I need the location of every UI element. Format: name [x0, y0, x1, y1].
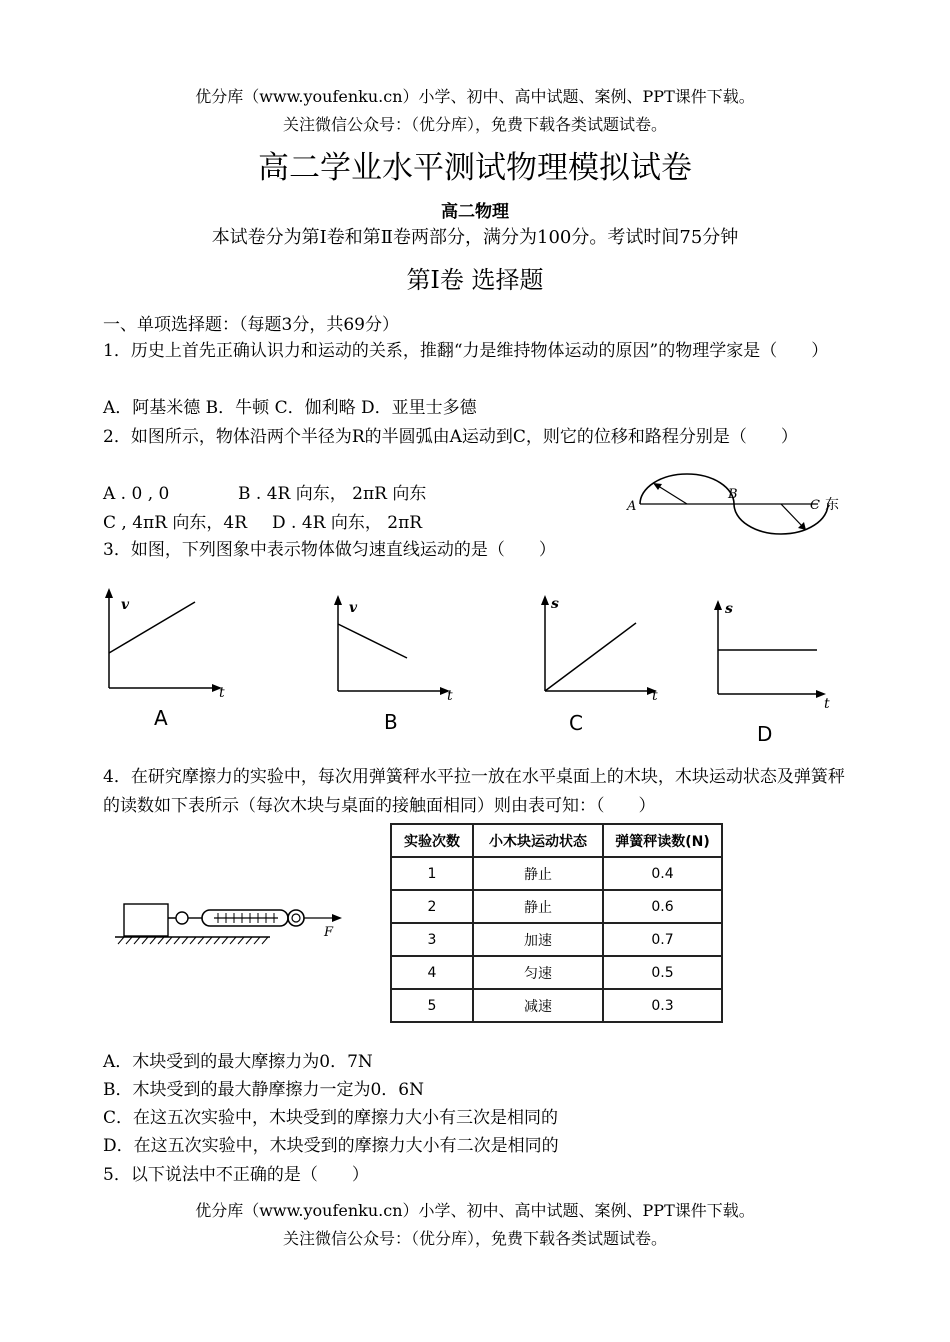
table-row	[391, 923, 722, 956]
graph-d-y-arrow	[714, 600, 722, 610]
q2-stem: 2．如图所示，物体沿两个半径为R的半圆弧由A运动到C，则它的位移和路程分别是（ ）	[103, 427, 798, 447]
graph-b	[325, 590, 465, 705]
q2-option-c: C , 4πR 向东，4R	[103, 513, 248, 533]
graph-a-xlabel: t	[219, 685, 225, 700]
footer-line-1: 优分库（www.youfenku.cn）小学、初中、高中试题、案例、PPT课件下载。	[195, 1201, 755, 1220]
cell-reading: 0.7	[603, 923, 722, 956]
point-a-label: A	[627, 499, 637, 514]
graph-c-letter: C	[569, 711, 583, 735]
cell-trial: 2	[391, 890, 473, 923]
pull-ring-inner	[292, 914, 300, 922]
graph-b-line	[338, 624, 407, 658]
table-row	[391, 890, 722, 923]
cell-state: 匀速	[473, 956, 603, 989]
header-motion-state: 小木块运动状态	[473, 824, 603, 857]
page-title: 高二学业水平测试物理模拟试卷	[258, 150, 692, 186]
graph-c-y-arrow	[541, 595, 549, 605]
graph-d-ylabel: s	[725, 601, 733, 617]
subtitle: 高二物理	[441, 202, 509, 222]
hook	[168, 912, 188, 924]
wood-block	[124, 904, 168, 936]
graph-a-ylabel: v	[121, 597, 130, 613]
exam-intro: 本试卷分为第Ⅰ卷和第Ⅱ卷两部分，满分为100分。考试时间75分钟	[211, 227, 739, 248]
spring-scale-figure	[110, 890, 360, 950]
radius-arrow-lower	[781, 504, 803, 527]
cell-state: 减速	[473, 989, 603, 1022]
graph-b-xlabel: t	[447, 688, 453, 704]
table-header-row	[391, 824, 722, 857]
graph-a	[95, 585, 235, 700]
table-row	[391, 989, 722, 1022]
surface-hatching	[118, 937, 268, 944]
part-heading: 一、单项选择题：（每题3分，共69分）	[103, 315, 399, 335]
table-row	[391, 956, 722, 989]
point-c-label: C	[810, 498, 820, 513]
header-trial: 实验次数	[391, 824, 473, 857]
cell-reading: 0.5	[603, 956, 722, 989]
table-row	[391, 857, 722, 890]
header-line-2: 关注微信公众号：（优分库），免费下载各类试题试卷。	[282, 115, 667, 134]
q1-stem: 1．历史上首先正确认识力和运动的关系，推翻“力是维持物体运动的原因”的物理学家是（ ）	[103, 341, 829, 361]
cell-reading: 0.6	[603, 890, 722, 923]
results-table	[390, 823, 723, 1023]
graph-d-xlabel: t	[824, 696, 830, 710]
cell-reading: 0.3	[603, 989, 722, 1022]
cell-trial: 3	[391, 923, 473, 956]
graph-a-letter: A	[154, 706, 168, 730]
graph-b-y-arrow	[334, 595, 342, 605]
upper-arc	[640, 474, 734, 504]
q5-stem: 5．以下说法中不正确的是（ ）	[103, 1165, 369, 1185]
semicircle-path-figure	[620, 470, 850, 545]
force-arrowhead	[332, 914, 342, 922]
q2-option-a: A . 0 , 0	[103, 484, 170, 504]
pull-ring	[288, 910, 304, 926]
cell-trial: 1	[391, 857, 473, 890]
cell-state: 静止	[473, 890, 603, 923]
point-b-label: B	[728, 487, 738, 502]
q3-stem: 3．如图，下列图象中表示物体做匀速直线运动的是（ ）	[103, 540, 556, 560]
graph-c-line	[545, 623, 636, 691]
graph-b-letter: B	[384, 710, 398, 734]
q4-option-b: B．木块受到的最大静摩擦力一定为0．6N	[103, 1080, 424, 1100]
graph-d-letter: D	[757, 722, 773, 746]
graph-c	[530, 590, 670, 705]
header-scale-reading: 弹簧秤读数(N)	[603, 824, 722, 857]
q1-options: A．阿基米德 B．牛顿 C．伽利略 D．亚里士多德	[103, 398, 477, 418]
q2-option-b: B . 4R 向东， 2πR 向东	[238, 484, 427, 504]
radius-arrowhead-upper	[653, 483, 662, 490]
cell-state: 加速	[473, 923, 603, 956]
graph-c-xlabel: t	[652, 688, 658, 704]
q4-stem: 4．在研究摩擦力的实验中，每次用弹簧秤水平拉一放在水平桌面上的木块，木块运动状态及弹簧秤的读数如下表所示（每次木块与桌面的接触面相同）则由表可知：（ ）	[103, 767, 845, 816]
cell-state: 静止	[473, 857, 603, 890]
east-direction-label: 东	[825, 497, 839, 513]
q4-option-c: C．在这五次实验中，木块受到的摩擦力大小有三次是相同的	[103, 1108, 559, 1128]
graph-d	[705, 595, 845, 710]
graph-c-ylabel: s	[551, 596, 559, 612]
footer-line-2: 关注微信公众号：（优分库），免费下载各类试题试卷。	[282, 1229, 667, 1248]
cell-trial: 4	[391, 956, 473, 989]
cell-reading: 0.4	[603, 857, 722, 890]
q2-option-d: D . 4R 向东， 2πR	[272, 513, 423, 533]
q4-option-a: A．木块受到的最大摩擦力为0．7N	[103, 1052, 373, 1072]
cell-trial: 5	[391, 989, 473, 1022]
section-title: 第Ⅰ卷 选择题	[406, 266, 544, 294]
force-label: F	[324, 925, 334, 940]
q4-option-d: D．在这五次实验中，木块受到的摩擦力大小有二次是相同的	[103, 1136, 559, 1156]
graph-b-ylabel: v	[349, 600, 358, 616]
graph-a-y-arrow	[105, 588, 113, 598]
header-line-1: 优分库（www.youfenku.cn）小学、初中、高中试题、案例、PPT课件下载。	[195, 87, 755, 106]
